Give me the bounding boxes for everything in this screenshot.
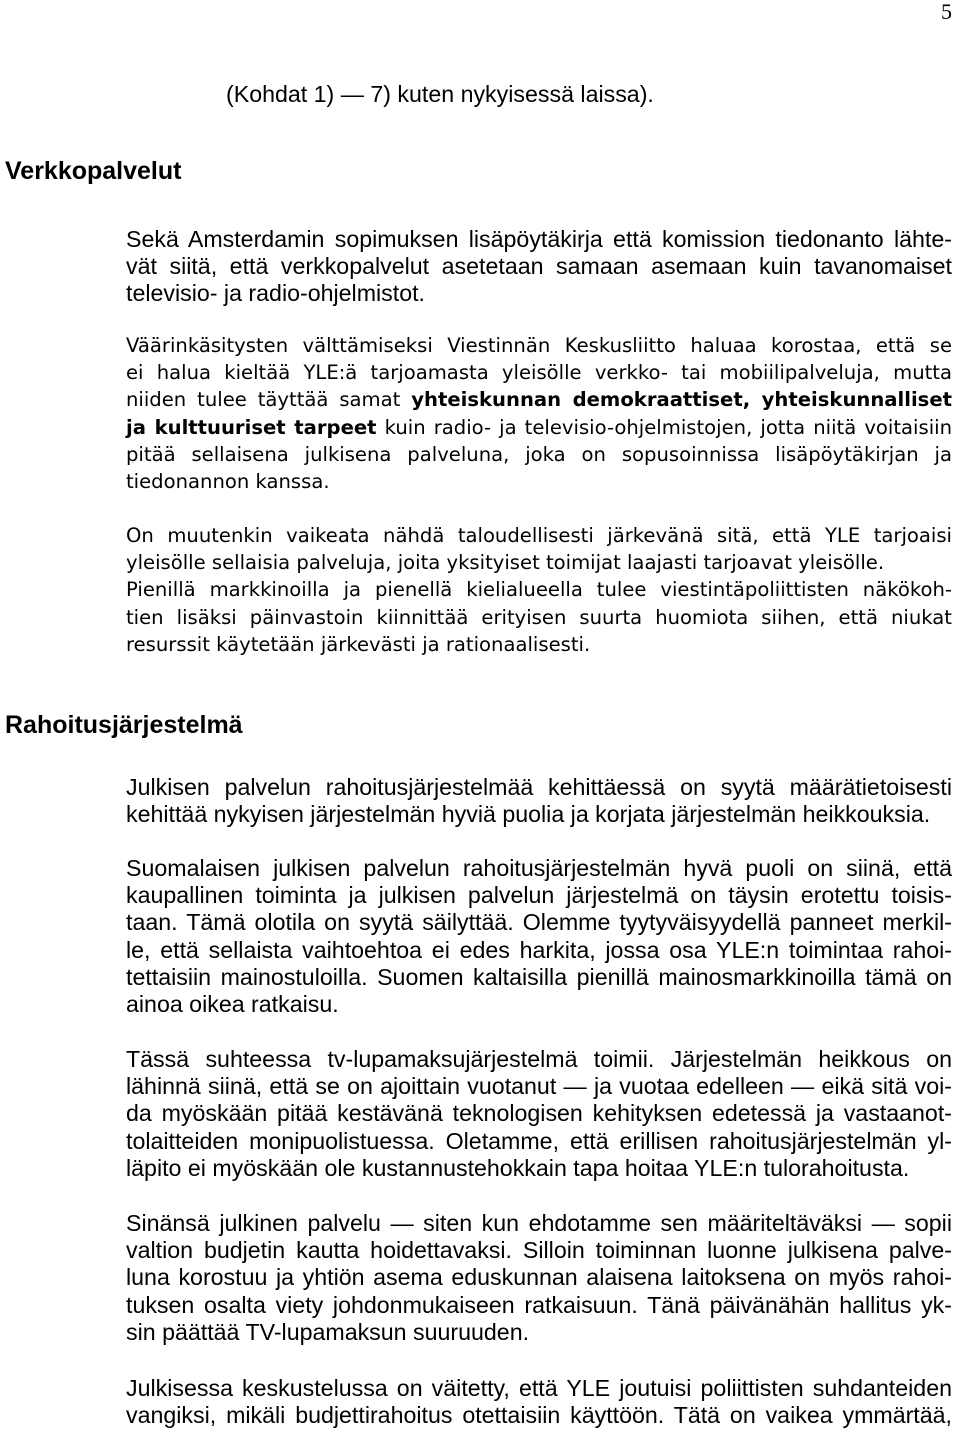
text-line: taan. Tämä olotila on syytä säilyttää. Olemme tyytyväisyydellä panneet merkil- [126,909,952,936]
text-segment: kuin radio- ja televisio-ohjelmistojen, jotta niitä voitaisiin [376,415,953,439]
page-number: 5 [941,0,952,24]
section-heading-rahoitusjarjestelma: Rahoitusjärjestelmä [5,711,243,739]
text-line: sin päättää TV-lupamaksun suuruuden. [126,1318,530,1345]
text-line: Pienillä markkinoilla ja pienellä kielialueella tulee viestintäpoliittisten näkökoh- [126,578,952,602]
text-line: le, että sellaista vaihtoehtoa ei edes harkita, jossa osa YLE:n toimintaa rahoi- [126,936,952,963]
text-line: da myöskään pitää kestävänä teknologisen kehityksen edetessä ja vastaanot- [126,1100,952,1127]
text-line: vät siitä, että verkkopalvelut asetetaan samaan asemaan kuin tavanomaiset [126,253,952,280]
bold-text-segment: yhteiskunnan demokraattiset, yhteiskunnalliset [411,388,952,412]
text-line: televisio- ja radio-ohjelmistot. [126,280,425,307]
text-line: Väärinkäsitysten välttämiseksi Viestinnän Keskusliitto haluaa korostaa, että se [126,334,952,357]
text-line: pitää sellaisena julkisena palveluna, joka on sopusoinnissa lisäpöytäkirjan ja [126,442,952,466]
paragraph-rahoitus-2 [126,855,952,1018]
text-line: ainoa oikea ratkaisu. [126,990,339,1017]
section-heading-verkkopalvelut: Verkkopalvelut [5,157,182,185]
text-line: Tässä suhteessa tv-lupamaksujärjestelmä toimii. Järjestelmän heikkous on [126,1046,952,1072]
text-line: lähinnä siinä, että se on ajoittain vuotanut — ja vuotaa edelleen — eikä sitä voi- [126,1073,952,1100]
text-segment: niiden tulee täyttää samat [126,388,412,412]
paragraph-rahoitus-5 [126,1375,952,1429]
paragraph-rahoitus-4 [126,1210,952,1346]
text-line: Sinänsä julkinen palvelu — siten kun ehdotamme sen määriteltäväksi — sopii [126,1210,952,1236]
intro-note: (Kohdat 1) — 7) kuten nykyisessä laissa). [226,81,654,107]
text-line: vangiksi, mikäli budjettirahoitus otettaisiin käyttöön. Tätä on vaikea ymmärtää, [126,1402,952,1429]
text-line: luna korostuu ja yhtiön asema eduskunnan alaisena laitoksena on myös rahoi- [126,1264,952,1291]
text-line: resurssit käytetään järkevästi ja rationaalisesti. [126,632,591,656]
paragraph-verkkopalvelut-3 [126,522,952,658]
text-line: ei halua kieltää YLE:ä tarjoamasta yleisölle verkko- tai mobiilipalveluja, mutta [126,361,952,385]
text-line: tien lisäksi päinvastoin kiinnittää erityisen suurta huomiota siihen, että niukat [126,605,952,629]
text-line: valtion budjetin kautta hoidettavaksi. Silloin toiminnan luonne julkisena palve- [126,1237,952,1264]
bold-text-segment: ja kulttuuriset tarpeet [126,415,377,439]
text-line: kaupallinen toiminta ja julkisen palvelun järjestelmä on täysin erotettu toisis- [126,882,952,909]
text-line: On muutenkin vaikeata nähdä taloudellisesti järkevänä sitä, että YLE tarjoaisi [126,524,952,547]
text-line: tolaitteiden monipuolistuessa. Oletamme, että erillisen rahoitusjärjestelmän yl- [126,1127,952,1154]
text-line: tuksen osalta viety johdonmukaiseen ratkaisuun. Tänä päivänähän hallitus yk- [126,1291,952,1318]
text-line: Sekä Amsterdamin sopimuksen lisäpöytäkirja että komission tiedonanto lähte- [126,226,952,252]
paragraph-verkkopalvelut-2 [126,332,952,495]
text-line: tettaisiin mainostuloilla. Suomen kaltaisilla pienillä mainosmarkkinoilla tämä on [126,963,952,990]
text-line: Julkisessa keskustelussa on väitetty, että YLE joutuisi poliittisten suhdanteiden [126,1375,952,1401]
text-line: Suomalaisen julkisen palvelun rahoitusjärjestelmän hyvä puoli on siinä, että [126,855,952,881]
text-line [126,386,952,413]
text-line: kehittää nykyisen järjestelmän hyviä puolia ja korjata järjestelmän heikkouksia. [126,801,931,828]
paragraph-rahoitus-1 [126,774,952,828]
paragraph-rahoitus-3 [126,1046,952,1182]
text-line: yleisölle sellaisia palveluja, joita yksityiset toimijat laajasti tarjoavat yleisölle. [126,551,885,575]
paragraph-verkkopalvelut-1 [126,226,952,308]
text-line: läpito ei myöskään ole kustannustehokkain tapa hoitaa YLE:n tulorahoitusta. [126,1154,910,1181]
text-line [126,414,952,441]
text-line: Julkisen palvelun rahoitusjärjestelmää kehittäessä on syytä määrätietoisesti [126,774,952,800]
text-line: tiedonannon kanssa. [126,469,330,493]
